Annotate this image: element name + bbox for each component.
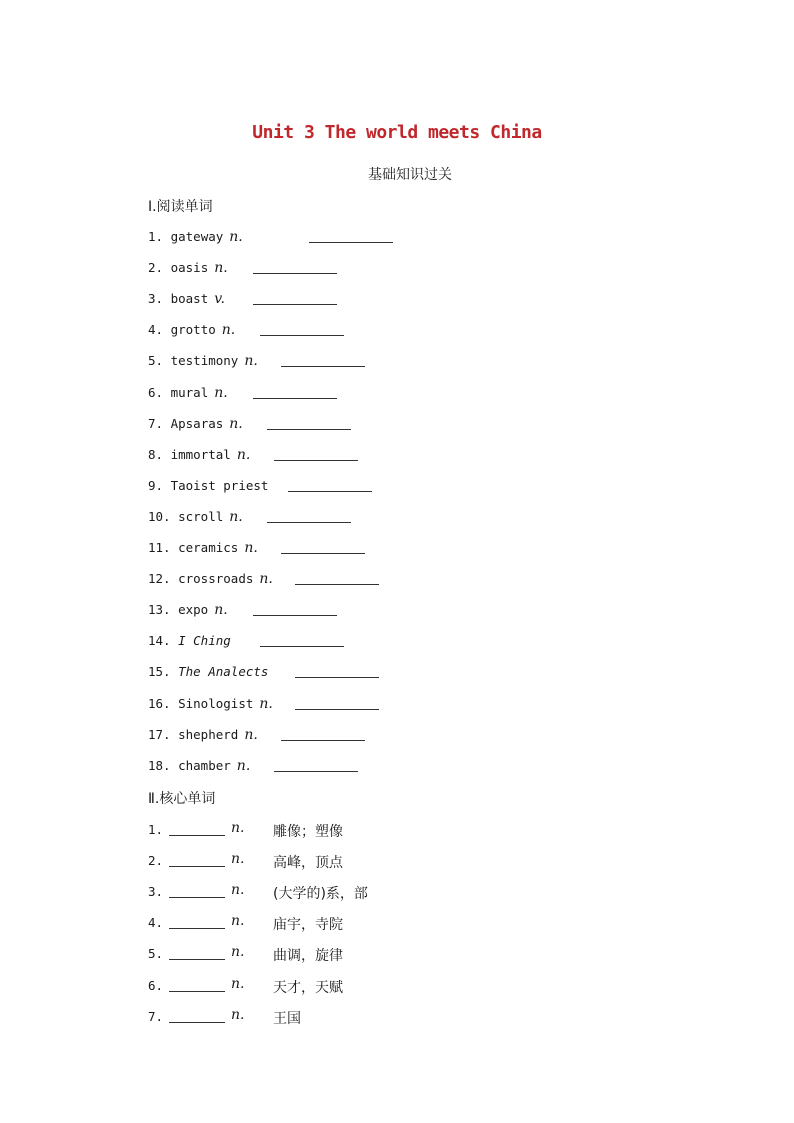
item-part-of-speech: n. xyxy=(231,1006,245,1023)
answer-blank[interactable] xyxy=(253,304,337,305)
reading-word-item xyxy=(148,664,548,684)
item-part-of-speech: n. xyxy=(259,571,273,588)
item-word: gateway xyxy=(170,229,224,244)
reading-word-item xyxy=(148,416,548,436)
answer-blank[interactable] xyxy=(253,398,337,399)
item-part-of-speech: n. xyxy=(229,415,243,432)
item-number: 2. xyxy=(148,853,164,869)
item-number: 7. xyxy=(148,1008,164,1024)
core-word-item xyxy=(148,975,448,998)
answer-blank[interactable] xyxy=(253,273,337,274)
item-part-of-speech: n. xyxy=(231,913,245,930)
item-word: shepherd xyxy=(178,726,239,742)
reading-word-item xyxy=(148,260,548,280)
item-meaning: (大学的)系，部 xyxy=(273,886,368,903)
item-part-of-speech: n. xyxy=(259,695,273,712)
item-word: Sinologist xyxy=(178,695,254,711)
answer-blank[interactable] xyxy=(281,366,365,367)
item-word: mural xyxy=(170,384,209,400)
item-part-of-speech: v. xyxy=(214,291,225,308)
reading-word-item xyxy=(148,447,548,467)
reading-word-item xyxy=(148,229,548,249)
reading-word-item xyxy=(148,353,548,373)
item-part-of-speech: n. xyxy=(214,602,228,619)
reading-word-item xyxy=(148,509,548,529)
item-part-of-speech: n. xyxy=(214,260,228,277)
item-word: grotto xyxy=(170,322,216,338)
answer-blank[interactable] xyxy=(267,522,351,523)
item-number: 11. xyxy=(148,540,171,555)
reading-word-item xyxy=(148,385,548,405)
item-part-of-speech: n. xyxy=(221,322,236,339)
item-part-of-speech: n. xyxy=(231,820,245,836)
item-part-of-speech: n. xyxy=(214,384,228,401)
answer-blank[interactable] xyxy=(253,615,337,616)
item-part-of-speech: n. xyxy=(244,540,258,556)
item-part-of-speech: n. xyxy=(236,446,251,463)
core-word-item xyxy=(148,1006,448,1029)
item-number: 10. xyxy=(148,508,171,524)
reading-word-item xyxy=(148,478,548,498)
item-part-of-speech: n. xyxy=(231,882,245,899)
item-part-of-speech: n. xyxy=(231,851,245,868)
core-word-item xyxy=(148,822,448,842)
item-number: 7. xyxy=(148,415,164,431)
item-word: immortal xyxy=(170,446,231,462)
answer-blank[interactable] xyxy=(267,429,351,430)
item-part-of-speech: n. xyxy=(244,726,258,743)
answer-blank[interactable] xyxy=(169,866,225,867)
item-number: 3. xyxy=(148,291,164,307)
reading-word-item xyxy=(148,571,548,591)
item-word: I Ching xyxy=(178,633,231,649)
item-word: oasis xyxy=(170,260,209,276)
item-part-of-speech: n. xyxy=(244,353,258,370)
item-part-of-speech: n. xyxy=(236,757,251,774)
item-number: 9. xyxy=(148,477,164,493)
answer-blank[interactable] xyxy=(169,928,225,929)
item-number: 5. xyxy=(148,353,164,369)
item-number: 6. xyxy=(148,384,164,400)
item-word: expo xyxy=(178,602,209,618)
item-word: testimony xyxy=(170,353,239,369)
answer-blank[interactable] xyxy=(169,835,225,836)
section-heading-reading-words: Ⅰ.阅读单词 xyxy=(148,199,213,215)
answer-blank[interactable] xyxy=(295,709,379,710)
item-word: chamber xyxy=(178,757,231,773)
reading-word-item xyxy=(148,758,548,778)
item-number: 6. xyxy=(148,977,164,993)
answer-blank[interactable] xyxy=(169,1022,225,1023)
item-word: crossroads xyxy=(178,571,254,587)
answer-blank[interactable] xyxy=(281,740,365,741)
item-word: boast xyxy=(170,291,209,307)
reading-word-item xyxy=(148,322,548,342)
item-number: 16. xyxy=(148,695,171,711)
answer-blank[interactable] xyxy=(274,771,358,772)
reading-word-item xyxy=(148,291,548,311)
item-meaning: 王国 xyxy=(273,1010,301,1027)
core-word-item xyxy=(148,915,448,935)
item-meaning: 雕像；塑像 xyxy=(273,824,343,840)
item-number: 4. xyxy=(148,915,164,931)
item-number: 2. xyxy=(148,260,164,276)
page-subtitle: 基础知识过关 xyxy=(368,167,452,183)
answer-blank[interactable] xyxy=(281,553,365,554)
item-part-of-speech: n. xyxy=(229,229,243,245)
answer-blank[interactable] xyxy=(169,991,225,992)
reading-word-item xyxy=(148,602,548,622)
item-meaning: 曲调，旋律 xyxy=(273,948,343,965)
item-meaning: 庙宇，寺院 xyxy=(273,917,343,934)
item-number: 12. xyxy=(148,571,171,587)
reading-word-item xyxy=(148,727,548,747)
item-word: Apsaras xyxy=(170,415,224,431)
item-number: 5. xyxy=(148,946,164,962)
item-meaning: 天才，天赋 xyxy=(273,979,343,996)
item-part-of-speech: n. xyxy=(231,944,245,961)
item-number: 17. xyxy=(148,726,171,742)
item-meaning: 高峰，顶点 xyxy=(273,855,343,872)
item-number: 14. xyxy=(148,633,171,649)
item-number: 18. xyxy=(148,757,171,773)
item-word: scroll xyxy=(178,508,224,524)
item-number: 8. xyxy=(148,446,164,462)
item-number: 15. xyxy=(148,664,171,680)
answer-blank[interactable] xyxy=(288,491,372,492)
answer-blank[interactable] xyxy=(260,646,344,647)
item-part-of-speech: n. xyxy=(231,975,245,992)
answer-blank[interactable] xyxy=(295,677,379,678)
item-number: 4. xyxy=(148,322,164,338)
section-heading-core-words: Ⅱ.核心单词 xyxy=(148,791,216,807)
item-number: 3. xyxy=(148,884,164,900)
answer-blank[interactable] xyxy=(169,959,225,960)
core-word-item xyxy=(148,946,448,966)
reading-word-item xyxy=(148,540,548,560)
answer-blank[interactable] xyxy=(260,335,344,336)
answer-blank[interactable] xyxy=(274,460,358,461)
item-number: 13. xyxy=(148,602,171,618)
item-part-of-speech: n. xyxy=(229,508,243,525)
reading-word-item xyxy=(148,633,548,653)
core-word-item xyxy=(148,853,448,873)
item-word: ceramics xyxy=(178,540,239,555)
page-title: Unit 3 The world meets China xyxy=(252,122,542,143)
reading-word-item xyxy=(148,696,548,716)
answer-blank[interactable] xyxy=(169,897,225,898)
answer-blank[interactable] xyxy=(309,242,393,243)
core-word-item xyxy=(148,884,448,904)
item-number: 1. xyxy=(148,822,164,837)
item-word: The Analects xyxy=(178,664,269,680)
answer-blank[interactable] xyxy=(295,584,379,585)
item-word: Taoist priest xyxy=(170,477,269,493)
item-number: 1. xyxy=(148,229,164,244)
